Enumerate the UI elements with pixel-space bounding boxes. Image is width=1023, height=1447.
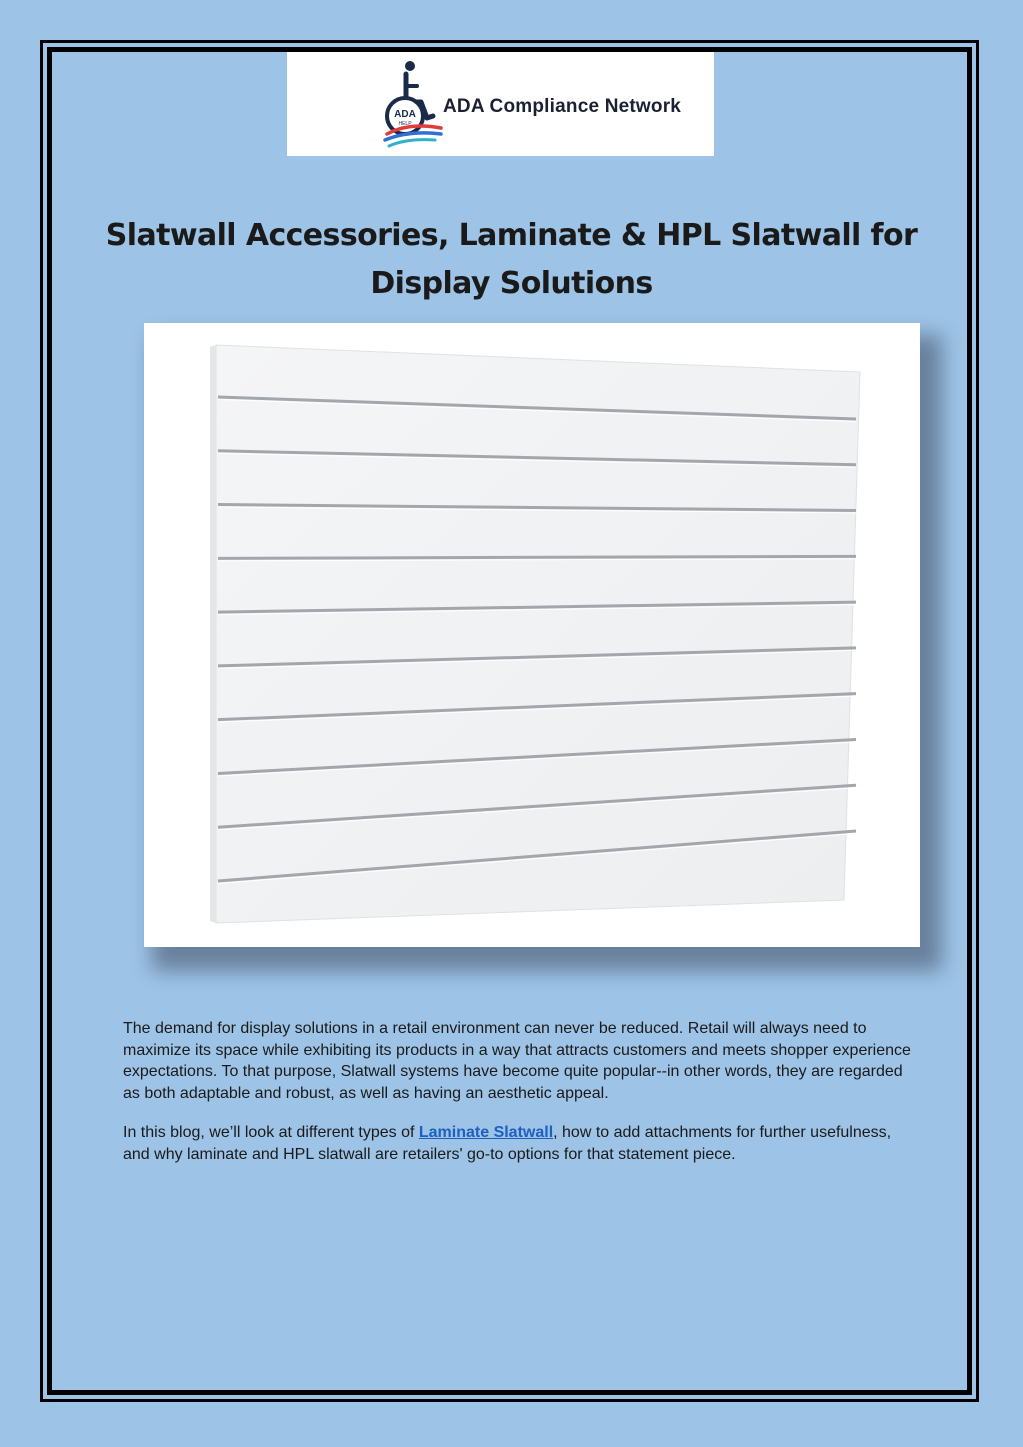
slatwall-panel-image <box>144 323 920 947</box>
logo-banner <box>287 52 714 156</box>
article-body <box>123 1018 913 1182</box>
paragraph-blog-after-link: , how to add attachments for further usefulness, and why laminate and HPL slatwall are retailers' go-to options for that statement piece. <box>123 1123 892 1163</box>
slatwall-panel-face <box>216 345 860 923</box>
slatwall-panel-illustration <box>144 323 920 947</box>
paragraph-blog-before-link: In this blog, we’ll look at different types of <box>123 1123 419 1141</box>
paragraph-intro: The demand for display solutions in a retail environment can never be reduced. Retail will always need to maximize its space while exhibiting its products in a way that attracts customers and meets shopper experience expectations. To that purpose, Slatwall systems have become quite popular--in other words, they are regarded as both adaptable and robust, as well as having an aesthetic appeal. <box>123 1020 911 1103</box>
logo-emblem-text: ADA <box>394 109 416 120</box>
logo-company-name: ADA Compliance Network <box>443 96 682 117</box>
wheelchair-accessibility-icon <box>383 58 443 150</box>
laminate-slatwall-link[interactable]: Laminate Slatwall <box>418 1123 554 1141</box>
paragraph-blog <box>123 1122 913 1165</box>
slatwall-groove <box>218 556 856 558</box>
page-title: Slatwall Accessories, Laminate & HPL Slatwall for Display Solutions <box>105 218 918 301</box>
slatwall-panel-edge <box>210 345 216 923</box>
logo-emblem-subtext: HELP <box>398 121 412 127</box>
